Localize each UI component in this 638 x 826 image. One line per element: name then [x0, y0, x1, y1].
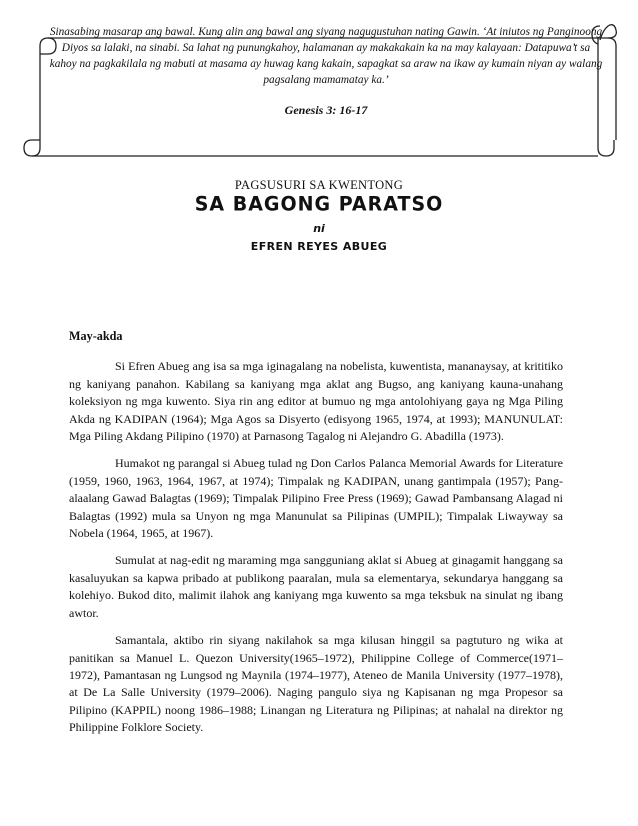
paragraph: Samantala, aktibo rin siyang nakilahok sa mga kilusan hinggil sa pagtuturo ng wika at panitikan sa Manuel L. Quezon University(1965–1972), Philippine College of Commerce(1971–1972), Pamantasan ng Lungsod ng Maynila (1974–1977), Ateneo de Manila University (1977–1978), at De La Salle University (1979–2006). Naging pangulo siya ng Kapisanan ng mga Propesor sa Pilipino (KAPPIL) noong 1986–1988; Linangan ng Literatura ng Pilipinas; at nahalal na direktor ng Philippine Folklore Society.: [69, 633, 563, 735]
scripture-reference: Genesis 3: 16-17: [284, 103, 368, 117]
document-body: [69, 328, 563, 747]
section-title: May-akda: [69, 329, 123, 343]
story-title: SA BAGONG PARATSO: [194, 192, 444, 216]
heading-subtitle: PAGSUSURI SA KWENTONG: [234, 178, 404, 192]
byline-ni: ni: [313, 222, 325, 235]
author-name: EFREN REYES ABUEG: [250, 240, 388, 253]
paragraph: Humakot ng parangal si Abueg tulad ng Don Carlos Palanca Memorial Awards for Literature (1959, 1960, 1963, 1964, 1967, at 1974); Timpalak ng KADIPAN, unang gantimpala (1957); Pang-alaalang Gawad Balagtas (1969); Timpalak Pilipino Free Press (1969); Gawad Pambansang Alagad ni Balagtas (1992) mula sa Unyon ng mga Manunulat sa Pilipinas (UMPIL); Timpalak Liwayway sa Nobela (1964, 1965, at 1967).: [69, 456, 563, 541]
scroll-banner: [0, 0, 638, 170]
paragraph: Sumulat at nag-edit ng maraming mga sangguniang aklat si Abueg at ginagamit hanggang sa kasaluyukan sa kapwa pribado at publikong paaralan, mula sa elementarya, sekundarya hanggang sa kolehiyo. Bukod dito, malimit ilahok ang kaniyang mga kuwento sa mga teksbuk na sinulat ng ibang awtor.: [69, 553, 563, 620]
scripture-quote: Sinasabing masarap ang bawal. Kung alin ang bawal ang siyang nagugustuhan nating Gawin. ‘At iniutos ng Panginoong Diyos sa lalaki, na sinabi. Sa lahat ng punungkahoy, halamanan ay makakakain ka na may kalayaan: Datapuwa’t sa kahoy na pagkakilala ng mabuti at masama ay huwag kang kakain, sapagkat sa araw na ikaw ay kumain niyan ay walang pagsalang mamamatay ka.’: [49, 26, 603, 86]
paragraph: Si Efren Abueg ang isa sa mga iginagalang na nobelista, kuwentista, mananaysay, at krititiko ng kaniyang panahon. Kabilang sa kaniyang mga aklat ang Bugso, ang kaniyang kauna-unahang koleksiyon ng mga kuwento. Siya rin ang editor at bumuo ng mga antolohiyang gaya ng Mga Piling Akda ng KADIPAN (1964); Mga Agos sa Disyerto (edisyong 1965, 1974, at 1993); MANUNULAT: Mga Piling Akdang Pilipino (1970) at Parnasong Tagalog ni Alejandro G. Abadilla (1973).: [69, 359, 563, 444]
